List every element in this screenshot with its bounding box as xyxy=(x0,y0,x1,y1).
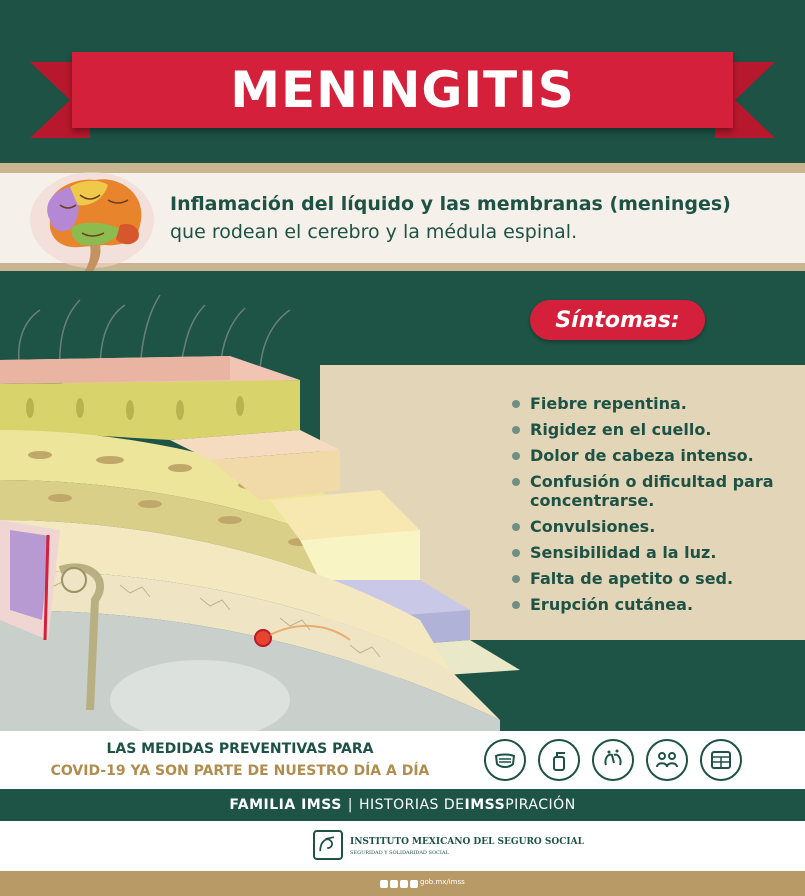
facebook-icon[interactable] xyxy=(380,880,388,888)
imss-logo-icon xyxy=(313,830,343,860)
list-item: Convulsiones. xyxy=(512,517,792,536)
page-title: MENINGITIS xyxy=(230,61,575,119)
title-ribbon xyxy=(72,52,733,128)
brain-icon xyxy=(20,165,160,280)
distance-icon xyxy=(646,739,688,781)
definition-text xyxy=(170,190,731,246)
list-item: Fiebre repentina. xyxy=(512,394,792,413)
list-item: Dolor de cabeza intenso. xyxy=(512,446,792,465)
tagline-separator: | xyxy=(347,797,353,813)
symptoms-heading: Síntomas: xyxy=(555,307,680,333)
list-item: Confusión o dificultad para concentrarse. xyxy=(512,472,792,510)
logo-name: INSTITUTO MEXICANO DEL SEGURO SOCIAL xyxy=(350,837,584,847)
banner-line-1: LAS MEDIDAS PREVENTIVAS PARA xyxy=(106,741,374,757)
twitter-icon[interactable] xyxy=(390,880,398,888)
symptoms-list xyxy=(512,394,792,621)
list-item: Falta de apetito o sed. xyxy=(512,569,792,588)
youtube-icon[interactable] xyxy=(410,880,418,888)
mask-icon xyxy=(484,739,526,781)
sanitizer-icon xyxy=(538,739,580,781)
definition-line-2: que rodean el cerebro y la médula espinal. xyxy=(170,221,578,243)
social-icons xyxy=(380,880,418,888)
list-item: Sensibilidad a la luz. xyxy=(512,543,792,562)
tagline-part-2: HISTORIAS DE xyxy=(359,797,465,813)
prevention-icons xyxy=(484,739,742,781)
footer-url[interactable]: gob.mx/imss xyxy=(420,878,465,886)
symptoms-heading-pill xyxy=(530,300,705,340)
list-item: Erupción cutánea. xyxy=(512,595,792,614)
meninges-illustration xyxy=(0,280,580,735)
definition-line-1: Inflamación del líquido y las membranas (meninges) xyxy=(170,193,731,215)
list-item: Rigidez en el cuello. xyxy=(512,420,792,439)
logo-motto: SEGURIDAD Y SOLIDARIDAD SOCIAL xyxy=(350,850,449,856)
tagline-part-4: PIRACIÓN xyxy=(505,797,576,813)
tagline-part-1: FAMILIA IMSS xyxy=(229,797,342,813)
handwash-icon xyxy=(592,739,634,781)
tagline-part-3: IMSS xyxy=(464,797,506,813)
banner-line-2: COVID-19 YA SON PARTE DE NUESTRO DÍA A DÍA xyxy=(50,763,430,779)
calendar-icon xyxy=(700,739,742,781)
tagline-bar xyxy=(0,789,805,821)
instagram-icon[interactable] xyxy=(400,880,408,888)
